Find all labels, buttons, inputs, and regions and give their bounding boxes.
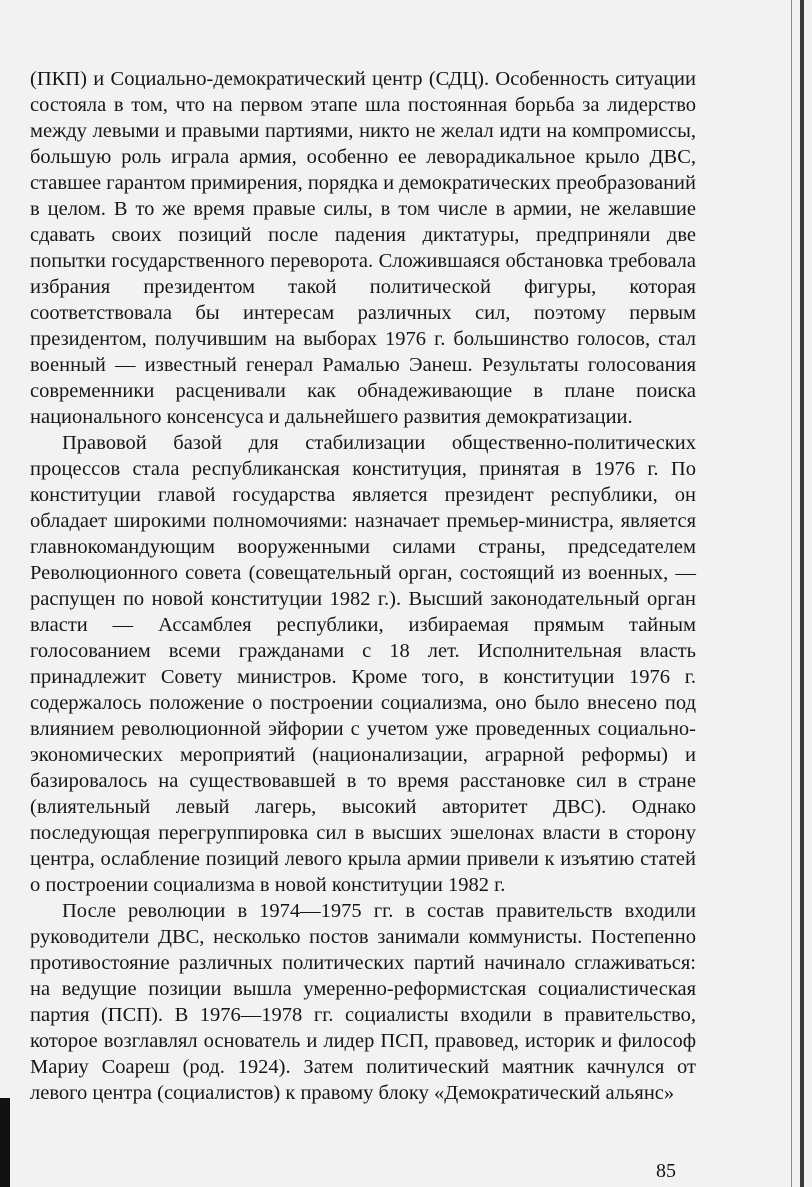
page-edge-line — [791, 0, 792, 1187]
paragraph-1: (ПКП) и Социально-демократический центр (СДЦ). Особенность ситуации состояла в том, что на первом этапе шла постоянная борьба за лидерство между левыми и правыми партиями, никто не желал идти на компромиссы, большую роль играла армия, особенно ее леворадикальное крыло ДВС, ставшее гарантом примирения, порядка и демократических преобразований в целом. В то же время правые силы, в том числе в армии, не желавшие сдавать своих позиций после падения диктатуры, предприняли две попытки государственного переворота. Сложившаяся обстановка требовала избрания президентом такой политической фигуры, которая соответствовала бы интересам различных сил, поэтому первым президентом, получившим на выборах 1976 г. большинство голосов, стал военный — известный генерал Рамалью Эанеш. Результаты голосования современники расценивали как обнадеживающие в плане поиска национального консенсуса и дальнейшего развития демократизации. — [30, 68, 696, 428]
paragraph-2: Правовой базой для стабилизации общественно-политических процессов стала республиканская конституция, принятая в 1976 г. По конституции главой государства является президент республики, он обладает широкими полномочиями: назначает премьер-министра, является главнокомандующим вооруженными силами страны, председателем Революционного совета (совещательный орган, состоящий из военных, — распущен по новой конституции 1982 г.). Высший законодательный орган власти — Ассамблея республики, избираемая прямым тайным голосованием всеми гражданами с 18 лет. Исполнительная власть принадлежит Совету министров. Кроме того, в конституции 1976 г. содержалось положение о построении социализма, оно было внесено под влиянием революционной эйфории с учетом уже проведенных социально-экономических мероприятий (национализации, аграрной реформы) и базировалось на существовавшей в то время расстановке сил в стране (влиятельный левый лагерь, высокий авторитет ДВС). Однако последующая перегруппировка сил в высших эшелонах власти в сторону центра, ослабление позиций левого крыла армии привели к изъятию статей о построении социализма в новой конституции 1982 г. — [30, 432, 696, 896]
page-edge-shadow — [800, 0, 804, 1187]
paragraph-3: После революции в 1974—1975 гг. в состав правительств входили руководители ДВС, несколько постов занимали коммунисты. Постепенно противостояние различных политических партий начинало сглаживаться: на ведущие позиции вышла умеренно-реформистская социалистическая партия (ПСП). В 1976—1978 гг. социалисты входили в правительство, которое возглавлял основатель и лидер ПСП, правовед, историк и философ Мариу Соареш (род. 1924). Затем политический маятник качнулся от левого центра (социалистов) к правому блоку «Демократический альянс» — [30, 900, 696, 1104]
binding-shadow — [0, 1098, 10, 1187]
body-text — [30, 66, 696, 1106]
page-number: 85 — [656, 1160, 676, 1182]
